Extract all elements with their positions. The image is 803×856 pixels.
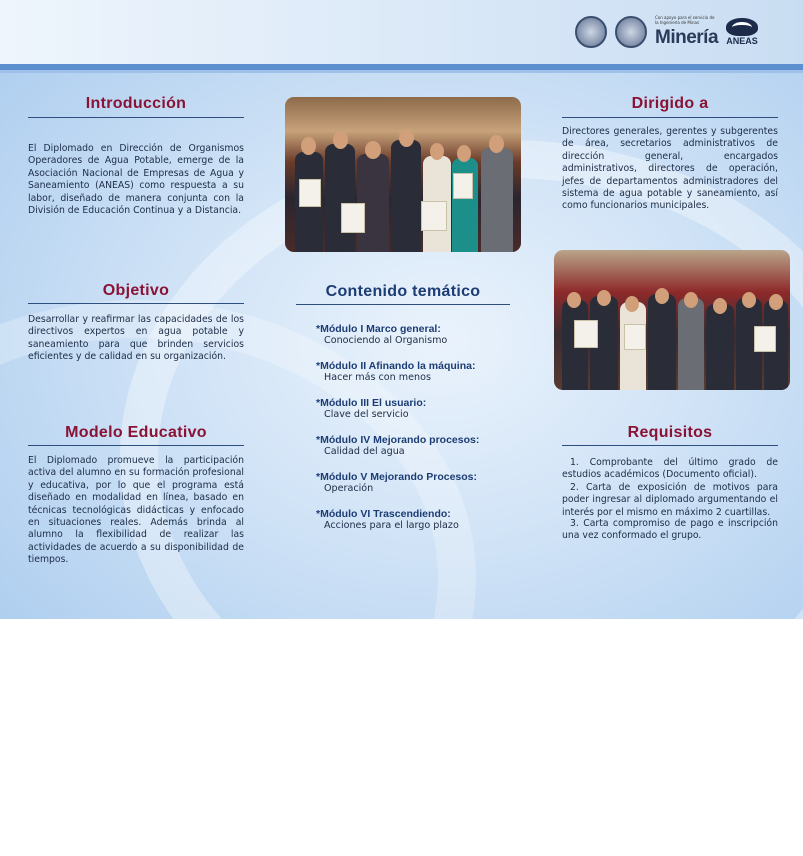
section-rule bbox=[28, 445, 244, 446]
module-item bbox=[316, 508, 459, 532]
aneas-logo bbox=[726, 18, 758, 46]
mineria-logo bbox=[655, 15, 718, 49]
module-item bbox=[316, 397, 426, 421]
section-rule bbox=[28, 117, 244, 118]
objetivo-heading: Objetivo bbox=[102, 282, 170, 299]
dirigido-heading: Dirigido a bbox=[631, 95, 709, 112]
group-photo bbox=[285, 97, 521, 252]
modelo-text: El Diplomado promueve la participación activa del alumno en su formación profesional y educativa, por lo que el programa está diseñado en modalidad en línea, basado en técnicas tecnológicas didácticas y enfocado en situaciones reales. Además brinda al alumno la flexibilidad de realizar las actividades de acuerdo a su disponibilidad de tiempos. bbox=[28, 455, 244, 566]
module-item bbox=[316, 323, 447, 347]
introduccion-text: El Diplomado en Dirección de Organismos Operadores de Agua Potable, emerge de la Asociación Nacional de Empresas de Agua y Saneamiento (ANEAS) como respuesta a su labor, diseñado de manera conjunta con la División de Educación Continua y a Distancia. bbox=[28, 143, 244, 217]
requisito-item: 3. Carta compromiso de pago e inscripción una vez conformado el grupo. bbox=[562, 518, 778, 542]
module-item bbox=[316, 434, 479, 458]
engineering-seal-icon bbox=[615, 16, 647, 48]
requisito-item: 1. Comprobante del último grado de estudios académicos (Documento oficial). bbox=[562, 457, 778, 481]
module-item bbox=[316, 471, 477, 495]
module-item bbox=[316, 360, 475, 384]
aneas-wordmark: ANEAS bbox=[726, 36, 758, 46]
module-title: *Módulo II Afinando la máquina: bbox=[316, 360, 476, 372]
section-rule bbox=[28, 303, 244, 304]
module-subtitle: Clave del servicio bbox=[324, 409, 409, 420]
module-subtitle: Conociendo al Organismo bbox=[324, 335, 448, 346]
objetivo-text: Desarrollar y reafirmar las capacidades de los directivos expertos en agua potable y saneamiento para que brinden servicios eficientes y de calidad en su organización. bbox=[28, 314, 244, 363]
section-rule bbox=[562, 117, 778, 118]
contenido-heading: Contenido temático bbox=[325, 283, 481, 300]
section-rule bbox=[296, 304, 510, 305]
module-title: *Módulo I Marco general: bbox=[316, 323, 441, 335]
mineria-tagline: Con apoyo para el servicio de la Ingeniería de Minas bbox=[655, 15, 715, 25]
header-logos bbox=[575, 14, 758, 50]
module-subtitle: Acciones para el largo plazo bbox=[324, 520, 459, 531]
modelo-heading: Modelo Educativo bbox=[65, 424, 207, 441]
dirigido-text: Directores generales, gerentes y subgerentes de área, secretarios administrativos de dirección general, encargados administrativos, directores de operación, jefes de departamentos administradores del sistema de agua potable y saneamiento, así como funcionarios municipales. bbox=[562, 126, 778, 212]
module-title: *Módulo V Mejorando Procesos: bbox=[316, 471, 478, 483]
mineria-wordmark: Minería bbox=[655, 27, 719, 48]
module-title: *Módulo VI Trascendiendo: bbox=[316, 508, 451, 520]
header-divider bbox=[0, 70, 803, 73]
introduccion-heading: Introducción bbox=[85, 95, 187, 112]
module-subtitle: Calidad del agua bbox=[324, 446, 405, 457]
requisitos-heading: Requisitos bbox=[627, 424, 713, 441]
module-subtitle: Operación bbox=[324, 483, 374, 494]
module-title: *Módulo III El usuario: bbox=[316, 397, 427, 409]
aneas-wave-icon bbox=[726, 18, 758, 36]
section-rule bbox=[562, 445, 778, 446]
requisito-item: 2. Carta de exposición de motivos para poder ingresar al diplomado argumentando el interés por el mismo en máximo 2 cuartillas. bbox=[562, 482, 778, 518]
unam-seal-icon bbox=[575, 16, 607, 48]
module-title: *Módulo IV Mejorando procesos: bbox=[316, 434, 480, 446]
module-subtitle: Hacer más con menos bbox=[324, 372, 432, 383]
group-photo bbox=[554, 250, 790, 390]
